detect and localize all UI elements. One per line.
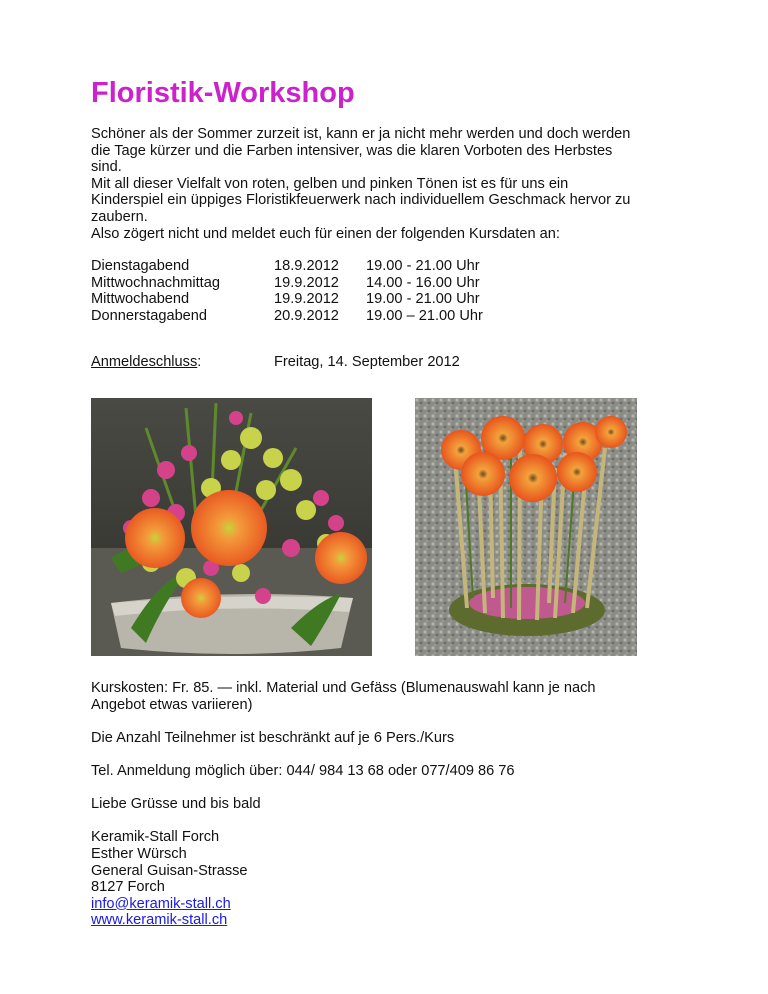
contact-city: 8127 Forch	[91, 879, 165, 896]
email-link[interactable]: info@keramik-stall.ch	[91, 895, 231, 912]
photo-row	[91, 398, 637, 656]
registration-deadline	[91, 354, 691, 371]
schedule-day: Donnerstagabend	[91, 307, 208, 324]
schedule-row	[91, 275, 691, 292]
intro-line: zaubern.	[91, 208, 148, 225]
schedule-date: 19.9.2012	[274, 291, 339, 308]
schedule-date: 19.9.2012	[274, 274, 339, 291]
schedule-day: Dienstagabend	[91, 258, 190, 275]
schedule-day: Mittwochabend	[91, 291, 190, 308]
schedule-time: 19.00 - 21.00 Uhr	[366, 258, 480, 275]
schedule-date: 18.9.2012	[274, 258, 339, 275]
page-title: Floristik-Workshop	[91, 77, 355, 109]
contact-name: Keramik-Stall Forch	[91, 829, 220, 846]
document-page	[91, 76, 691, 371]
deadline-colon: :	[197, 353, 202, 370]
course-schedule	[91, 258, 691, 324]
intro-text	[91, 126, 691, 242]
phone-info: Tel. Anmeldung möglich über: 044/ 984 13 68 oder 077/409 86 76	[91, 762, 515, 779]
costs-line: Angebot etwas variieren)	[91, 696, 253, 713]
schedule-date: 20.9.2012	[274, 307, 339, 324]
intro-line: Kinderspiel ein üppiges Floristikfeuerwerk nach individuellem Geschmack hervor zu	[91, 192, 631, 209]
contact-street: General Guisan-Strasse	[91, 862, 248, 879]
schedule-time: 19.00 - 21.00 Uhr	[366, 291, 480, 308]
schedule-time: 19.00 – 21.00 Uhr	[366, 307, 483, 324]
intro-line: Also zögert nicht und meldet euch für einen der folgenden Kursdaten an:	[91, 225, 560, 242]
deadline-label: Anmeldeschluss	[91, 353, 198, 370]
course-details	[91, 680, 691, 929]
schedule-row	[91, 308, 691, 325]
schedule-row	[91, 258, 691, 275]
flower-arrangement-photo-right	[415, 398, 637, 656]
contact-person: Esther Würsch	[91, 845, 187, 862]
deadline-value: Freitag, 14. September 2012	[274, 353, 460, 370]
greeting: Liebe Grüsse und bis bald	[91, 796, 261, 813]
costs-line: Kurskosten: Fr. 85. — inkl. Material und Gefäss (Blumenauswahl kann je nach	[91, 680, 596, 696]
intro-line: Mit all dieser Vielfalt von roten, gelben und pinken Tönen ist es für uns ein	[91, 175, 569, 192]
intro-line: Schöner als der Sommer zurzeit ist, kann er ja nicht mehr werden und doch werden	[91, 126, 631, 142]
participants-info: Die Anzahl Teilnehmer ist beschränkt auf je 6 Pers./Kurs	[91, 729, 455, 746]
flower-arrangement-photo-left	[91, 398, 372, 656]
schedule-day: Mittwochnachmittag	[91, 274, 220, 291]
intro-line: die Tage kürzer und die Farben intensiver, was die klaren Vorboten des Herbstes	[91, 142, 613, 159]
schedule-row	[91, 291, 691, 308]
intro-line: sind.	[91, 159, 122, 176]
schedule-time: 14.00 - 16.00 Uhr	[366, 274, 480, 291]
website-link[interactable]: www.keramik-stall.ch	[91, 912, 228, 929]
